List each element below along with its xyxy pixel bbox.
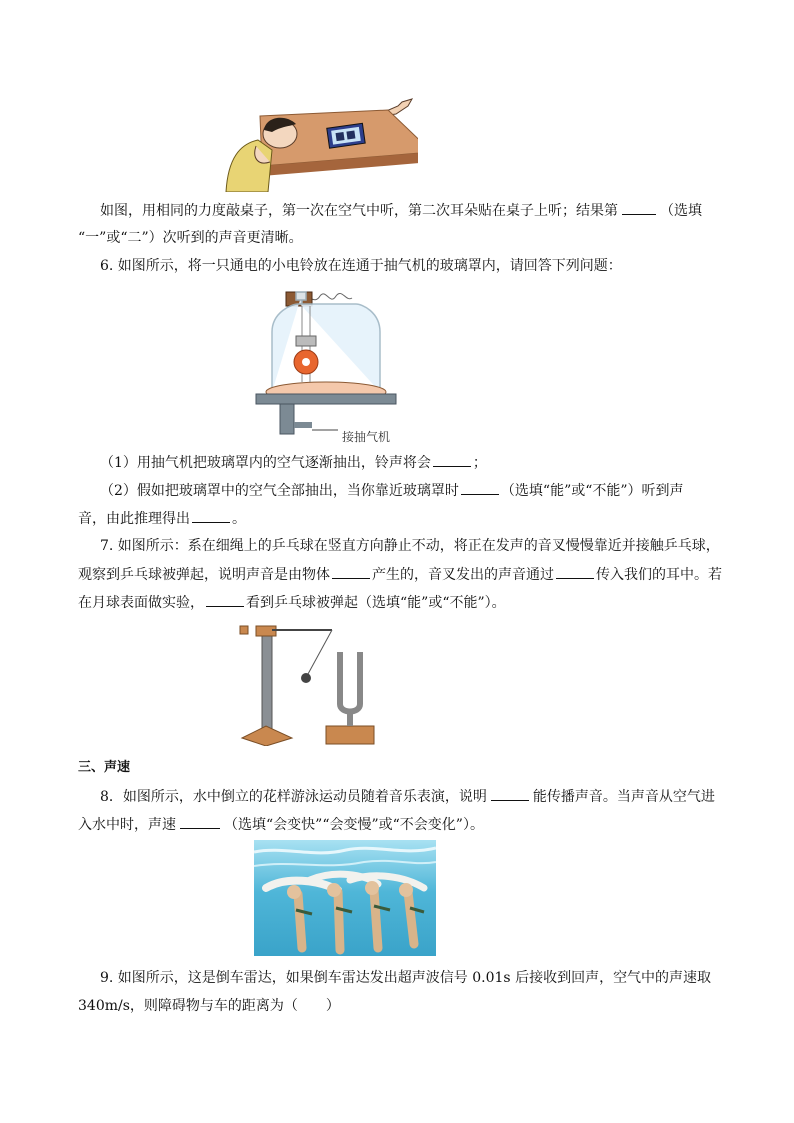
q6-sub-1 bbox=[100, 452, 487, 473]
q6-sub1-text-a: （1）用抽气机把玻璃罩内的空气逐渐抽出，铃声将会 bbox=[100, 455, 431, 471]
q7-line-3 bbox=[78, 592, 506, 613]
q6-sub2-cont-text-a: 音，由此推理得出 bbox=[78, 511, 190, 527]
figure-label-vacuum-pump: 接抽气机 bbox=[342, 430, 391, 444]
q8-text-d: （选填“会变快”“会变慢”或“不会变化”）。 bbox=[224, 817, 484, 833]
q6-sub2-text-a: （2）假如把玻璃罩中的空气全部抽出，当你靠近玻璃罩时 bbox=[100, 483, 459, 499]
q8-text-b: 能传播声音。当声音从空气进 bbox=[532, 789, 715, 805]
q7-answer-blank-2[interactable] bbox=[556, 564, 594, 579]
q7-answer-blank-1[interactable] bbox=[332, 564, 370, 579]
q6-sub2-text-b: （选填“能”或“不能”）听到声 bbox=[500, 483, 684, 499]
figure-bell-jar bbox=[252, 284, 402, 444]
q8-line-1 bbox=[100, 786, 715, 807]
q6-sub1-answer-blank[interactable] bbox=[433, 452, 471, 467]
section-title-speed-of-sound: 三、声速 bbox=[78, 760, 131, 775]
q7-text-a: 观察到乒乓球被弹起，说明声音是由物体 bbox=[78, 567, 330, 583]
figure-ear-on-table bbox=[222, 96, 418, 192]
q7-line-1: 7. 如图所示：系在细绳上的乒乓球在竖直方向静止不动，将正在发声的音叉慢慢靠近并接触乒乓球， bbox=[100, 538, 720, 554]
q6-sub-2 bbox=[100, 480, 684, 501]
q9-line-1: 9. 如图所示，这是倒车雷达，如果倒车雷达发出超声波信号 0.01s 后接收到回声，空气中的声速取 bbox=[100, 970, 712, 986]
q8-text-a: 8．如图所示，水中倒立的花样游泳运动员随着音乐表演，说明 bbox=[100, 789, 487, 805]
q8-text-c: 入水中时，声速 bbox=[78, 817, 176, 833]
figure-synchronized-swimmers bbox=[254, 840, 436, 956]
q6-sub2-answer-blank[interactable] bbox=[461, 480, 499, 495]
q7-text-c: 传入我们的耳中。若 bbox=[596, 567, 722, 583]
q6-sub2-cont-text-b: 。 bbox=[232, 511, 246, 527]
q7-line-2 bbox=[78, 564, 722, 585]
q7-answer-blank-3[interactable] bbox=[206, 592, 244, 607]
figure-tuning-fork bbox=[236, 618, 380, 746]
q8-line-2 bbox=[78, 814, 484, 835]
q8-answer-blank-1[interactable] bbox=[491, 786, 529, 801]
q5-answer-blank[interactable] bbox=[622, 200, 656, 215]
q6-sub-2-cont bbox=[78, 508, 246, 529]
q7-text-b: 产生的，音叉发出的声音通过 bbox=[372, 567, 554, 583]
q8-answer-blank-2[interactable] bbox=[180, 814, 220, 829]
q6-sub2-cont-answer-blank[interactable] bbox=[192, 508, 230, 523]
q5-text-b: （选填 bbox=[660, 203, 702, 219]
q5-text-a: 如图，用相同的力度敲桌子，第一次在空气中听，第二次耳朵贴在桌子上听；结果第 bbox=[100, 203, 618, 219]
q6-stem: 6. 如图所示，将一只通电的小电铃放在连通于抽气机的玻璃罩内，请回答下列问题： bbox=[100, 258, 622, 274]
q6-sub1-text-b: ； bbox=[472, 455, 487, 471]
q5-line-2: “一”或“二”）次听到的声音更清晰。 bbox=[78, 230, 303, 246]
q7-text-d: 在月球表面做实验， bbox=[78, 595, 204, 611]
q7-text-e: 看到乒乓球被弹起（选填“能”或“不能”）。 bbox=[246, 595, 506, 611]
q9-line-2: 340m/s，则障碍物与车的距离为（ ） bbox=[78, 998, 340, 1014]
q5-line-1 bbox=[100, 200, 702, 221]
